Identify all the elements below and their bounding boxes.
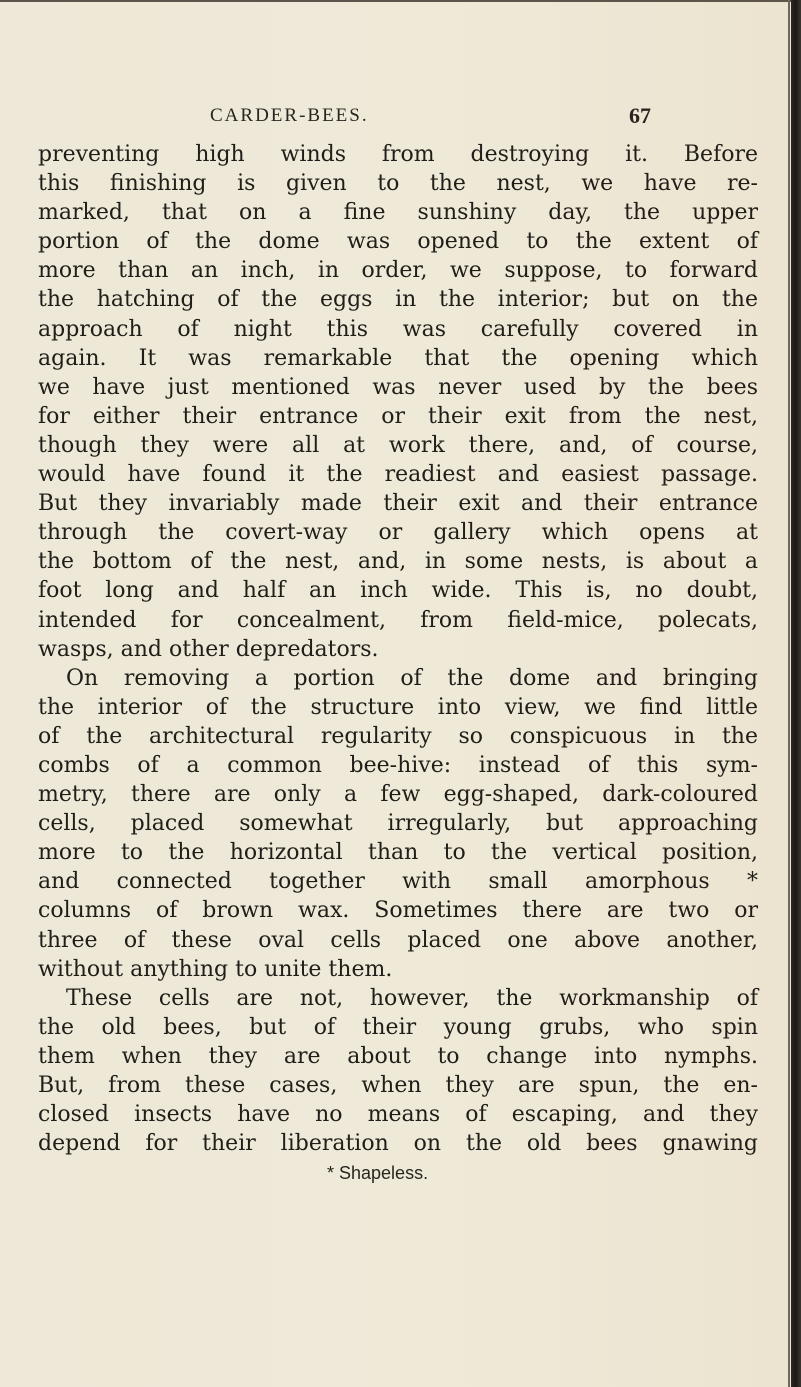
- page-right-edge: [791, 0, 801, 1387]
- text-line: and connected together with small amorphous *: [38, 869, 758, 895]
- page-number: 67: [629, 103, 651, 128]
- text-line: combs of a common bee-hive: instead of this sym-: [38, 752, 758, 778]
- text-line: intended for concealment, from field-mice, polecats,: [38, 607, 758, 633]
- footnote: * Shapeless.: [327, 1163, 429, 1183]
- page-top-edge: [0, 0, 792, 2]
- text-line: the bottom of the nest, and, in some nests, is about a: [38, 549, 758, 575]
- text-line: we have just mentioned was never used by the bees: [38, 374, 758, 400]
- text-line: would have found it the readiest and easiest passage.: [38, 462, 758, 488]
- running-head: CARDER-BEES.: [210, 105, 369, 126]
- text-line: again. It was remarkable that the opening which: [38, 345, 758, 371]
- text-line: portion of the dome was opened to the extent of: [38, 229, 758, 255]
- text-line: them when they are about to change into nymphs.: [38, 1043, 758, 1069]
- text-line: approach of night this was carefully covered in: [38, 316, 758, 342]
- text-line: foot long and half an inch wide. This is, no doubt,: [38, 578, 758, 604]
- page-binding-line: [788, 0, 790, 1387]
- body-text: [38, 140, 758, 1158]
- text-line: columns of brown wax. Sometimes there are two or: [38, 898, 758, 924]
- text-line: the hatching of the eggs in the interior; but on the: [38, 287, 758, 313]
- text-line: On removing a portion of the dome and bringing: [66, 665, 758, 691]
- text-line: closed insects have no means of escaping, and they: [38, 1102, 758, 1128]
- text-line: But they invariably made their exit and their entrance: [38, 491, 758, 517]
- text-line: through the covert-way or gallery which opens at: [38, 520, 758, 546]
- text-line: But, from these cases, when they are spun, the en-: [38, 1073, 758, 1098]
- text-line: more to the horizontal than to the vertical position,: [38, 840, 758, 866]
- text-line: marked, that on a fine sunshiny day, the upper: [38, 200, 758, 226]
- text-line: this finishing is given to the nest, we have re-: [38, 171, 758, 197]
- text-line: the old bees, but of their young grubs, who spin: [38, 1014, 758, 1040]
- text-line: These cells are not, however, the workmanship of: [66, 985, 758, 1011]
- text-line: though they were all at work there, and, of course,: [38, 432, 758, 458]
- text-line: preventing high winds from destroying it. Before: [38, 142, 758, 167]
- text-line: for either their entrance or their exit from the nest,: [38, 403, 758, 429]
- text-line: more than an inch, in order, we suppose, to forward: [38, 258, 758, 284]
- text-line: cells, placed somewhat irregularly, but approaching: [38, 811, 758, 837]
- text-line: wasps, and other depredators.: [38, 636, 379, 662]
- text-line: of the architectural regularity so conspicuous in the: [38, 723, 758, 749]
- text-line: without anything to unite them.: [38, 956, 393, 982]
- text-line: metry, there are only a few egg-shaped, dark-coloured: [38, 782, 758, 808]
- text-line: the interior of the structure into view, we find little: [38, 694, 758, 720]
- text-line: three of these oval cells placed one above another,: [38, 927, 758, 953]
- text-line: depend for their liberation on the old bees gnawing: [38, 1131, 758, 1157]
